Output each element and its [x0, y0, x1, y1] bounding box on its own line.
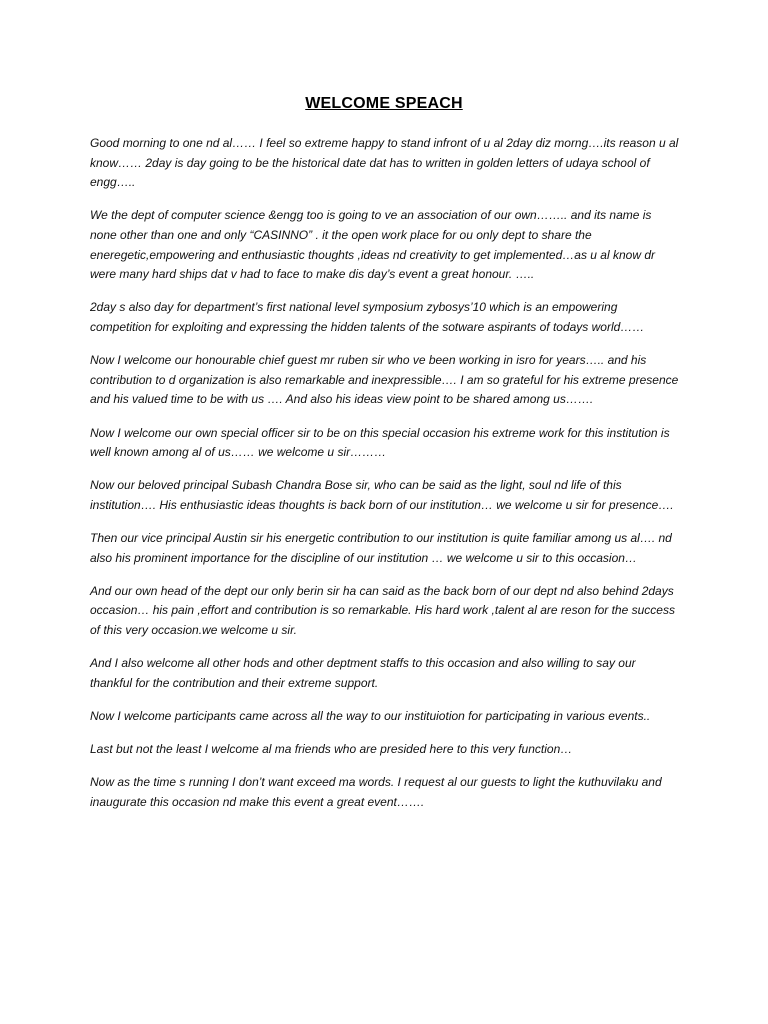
paragraph-association: We the dept of computer science &engg too is going to ve an association of our own…….. and its name is none other than one and only “CASINNO” . it the open work place for ou only dept to share the eneregetic,empowering and enthusiastic thoughts ,ideas nd creativity to get implemented…as u al know dr were many hard ships dat v had to face to make dis day’s event a great honour. ….. [90, 208, 655, 282]
paragraph-vice-principal: Then our vice principal Austin sir his energetic contribution to our institution is quite familiar among us al…. nd also his prominent importance for the discipline of our institution … we welcome u sir to this occasion… [90, 531, 672, 565]
paragraph-principal: Now our beloved principal Subash Chandra Bose sir, who can be said as the light, soul nd life of this institution…. His enthusiastic ideas thoughts is back born of our institution… we welcome u sir for presence…. [90, 478, 674, 512]
paragraph-friends: Last but not the least I welcome al ma friends who are presided here to this very function… [90, 742, 573, 757]
document-body [90, 134, 680, 826]
paragraph-symposium: 2day s also day for department’s first national level symposium zybosys’10 which is an empowering competition for exploiting and expressing the hidden talents of the sotware aspirants of todays world…… [90, 300, 645, 334]
paragraph-head-of-dept: And our own head of the dept our only berin sir ha can said as the back born of our dept nd also behind 2days occasion… his pain ,effort and contribution is so remarkable. His hard work ,talent al are reson for the success of this very occasion.we welcome u sir. [90, 583, 675, 638]
paragraph-special-officer: Now I welcome our own special officer sir to be on this special occasion his extreme work for this institution is well known among al of us…… we welcome u sir……… [90, 425, 670, 460]
paragraph-chief-guest: Now I welcome our honourable chief guest mr ruben sir who ve been working in isro for years….. and his contribution to d organization is also remarkable and inexpressible…. I am so grateful for his extreme presence and his valued time to be with us …. And also his ideas view point to be shared among us……. [90, 353, 679, 407]
document-title: WELCOME SPEACH [305, 95, 463, 112]
paragraph-participants: Now I welcome participants came across all the way to our instituiotion for participating in various events.. [90, 709, 651, 723]
paragraph-staff: And I also welcome all other hods and other deptment staffs to this occasion and also willing to say our thankful for the contribution and their extreme support. [90, 656, 636, 690]
paragraph-greeting: Good morning to one nd al…… I feel so extreme happy to stand infront of u al 2day diz morng….its reason u al know…… 2day is day going to be the historical date dat has to written in golden letters of udaya school of engg….. [90, 136, 679, 190]
paragraph-closing: Now as the time s running I don’t want exceed ma words. I request al our guests to light the kuthuvilaku and inaugurate this occasion nd make this event a great event……. [90, 775, 662, 809]
